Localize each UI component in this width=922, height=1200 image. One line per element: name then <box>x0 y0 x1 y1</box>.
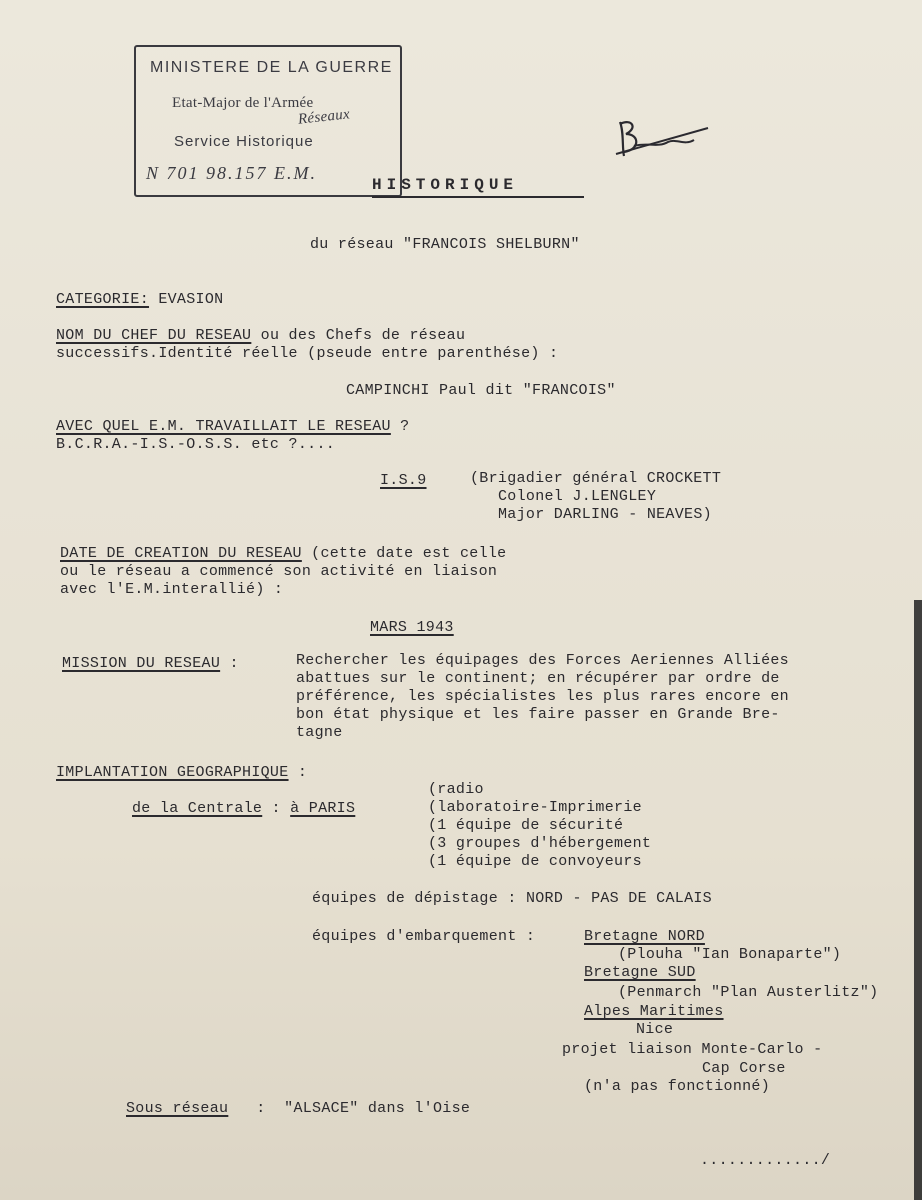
categorie-line <box>56 291 223 309</box>
em-value: I.S.9 <box>380 472 427 489</box>
stamp-ministry: MINISTERE DE LA GUERRE <box>150 59 393 76</box>
mission-label: MISSION DU RESEAU <box>62 655 221 672</box>
mission-label-line <box>62 655 239 673</box>
embarquement-detail-2: (Penmarch "Plan Austerlitz") <box>618 984 879 1001</box>
stamp-service: Service Historique <box>174 133 314 150</box>
date-line-3: avec l'E.M.interallié) : <box>60 581 284 598</box>
embarquement-label: équipes d'embarquement : <box>312 928 536 945</box>
em-line-1 <box>56 418 409 436</box>
mission-text-3: préférence, les spécialistes les plus rares encore en <box>296 688 789 705</box>
embarquement-detail-1: (Plouha "Ian Bonaparte") <box>618 946 842 963</box>
scan-edge <box>914 600 922 1200</box>
mission-text-5: tagne <box>296 724 343 741</box>
sous-reseau-colon: : <box>256 1100 266 1117</box>
page-continuation: ............./ <box>700 1152 831 1169</box>
sous-reseau-line <box>126 1100 470 1118</box>
centrale-item-radio: (radio <box>428 781 484 798</box>
projet-line-1: projet liaison Monte-Carlo - <box>562 1041 823 1058</box>
em-officer-1: (Brigadier général CROCKETT <box>470 470 722 487</box>
date-line-1 <box>60 545 506 563</box>
chef-value: CAMPINCHI Paul dit "FRANCOIS" <box>346 382 616 399</box>
chef-line-1 <box>56 327 465 345</box>
implantation-colon: : <box>297 764 308 781</box>
projet-line-3: (n'a pas fonctionné) <box>584 1078 771 1095</box>
date-label-cont: (cette date est celle <box>301 545 507 562</box>
document-subtitle: du réseau "FRANCOIS SHELBURN" <box>310 236 580 253</box>
implantation-label-line <box>56 764 307 782</box>
em-label-cont: ? <box>390 418 410 435</box>
archive-stamp <box>134 45 402 197</box>
projet-line-2: Cap Corse <box>702 1060 786 1077</box>
chef-label: NOM DU CHEF DU RESEAU <box>56 327 252 344</box>
em-officer-2: Colonel J.LENGLEY <box>498 488 657 505</box>
categorie-value: EVASION <box>158 291 224 308</box>
centrale-line <box>132 800 355 818</box>
implantation-label: IMPLANTATION GEOGRAPHIQUE <box>56 764 289 781</box>
centrale-item-convoyeurs: (1 équipe de convoyeurs <box>428 853 642 870</box>
categorie-label: CATEGORIE: <box>56 291 150 308</box>
chef-label-cont: ou des Chefs de réseau <box>251 327 466 344</box>
centrale-value: à PARIS <box>290 800 356 817</box>
depistage-line <box>312 890 712 908</box>
chef-line-2: successifs.Identité réelle (pseude entre parenthése) : <box>56 345 559 362</box>
date-label: DATE DE CREATION DU RESEAU <box>60 545 302 562</box>
stamp-etat-major: Etat-Major de l'Armée <box>172 95 314 111</box>
document-title: HISTORIQUE <box>372 176 519 194</box>
depistage-label: équipes de dépistage : <box>312 890 517 907</box>
mission-colon: : <box>229 655 239 672</box>
sous-reseau-label: Sous réseau <box>126 1100 229 1117</box>
embarquement-region-2: Bretagne SUD <box>584 964 696 981</box>
em-officer-3: Major DARLING - NEAVES) <box>498 506 712 523</box>
centrale-item-hebergement: (3 groupes d'hébergement <box>428 835 652 852</box>
centrale-colon: : <box>271 800 281 817</box>
em-line-2: B.C.R.A.-I.S.-O.S.S. etc ?.... <box>56 436 336 453</box>
mission-text-2: abattues sur le continent; en récupérer par ordre de <box>296 670 780 687</box>
em-label: AVEC QUEL E.M. TRAVAILLAIT LE RESEAU <box>56 418 391 435</box>
stamp-handwritten-note: Réseaux <box>297 106 351 128</box>
centrale-item-securite: (1 équipe de sécurité <box>428 817 624 834</box>
date-value: MARS 1943 <box>370 619 454 636</box>
mission-text-1: Rechercher les équipages des Forces Aeriennes Alliées <box>296 652 789 669</box>
handwritten-mark-icon <box>612 112 712 168</box>
mission-text-4: bon état physique et les faire passer en Grande Bre- <box>296 706 780 723</box>
embarquement-region-1: Bretagne NORD <box>584 928 705 945</box>
centrale-label: de la Centrale <box>132 800 263 817</box>
title-underline <box>372 196 584 198</box>
embarquement-detail-3: Nice <box>636 1021 674 1038</box>
sous-reseau-value: "ALSACE" dans l'Oise <box>284 1100 471 1117</box>
depistage-value: NORD - PAS DE CALAIS <box>525 890 712 907</box>
stamp-number: N 701 98.157 E.M. <box>146 163 317 183</box>
date-line-2: ou le réseau a commencé son activité en liaison <box>60 563 498 580</box>
centrale-item-laboratoire: (laboratoire-Imprimerie <box>428 799 642 816</box>
embarquement-region-3: Alpes Maritimes <box>584 1003 724 1020</box>
